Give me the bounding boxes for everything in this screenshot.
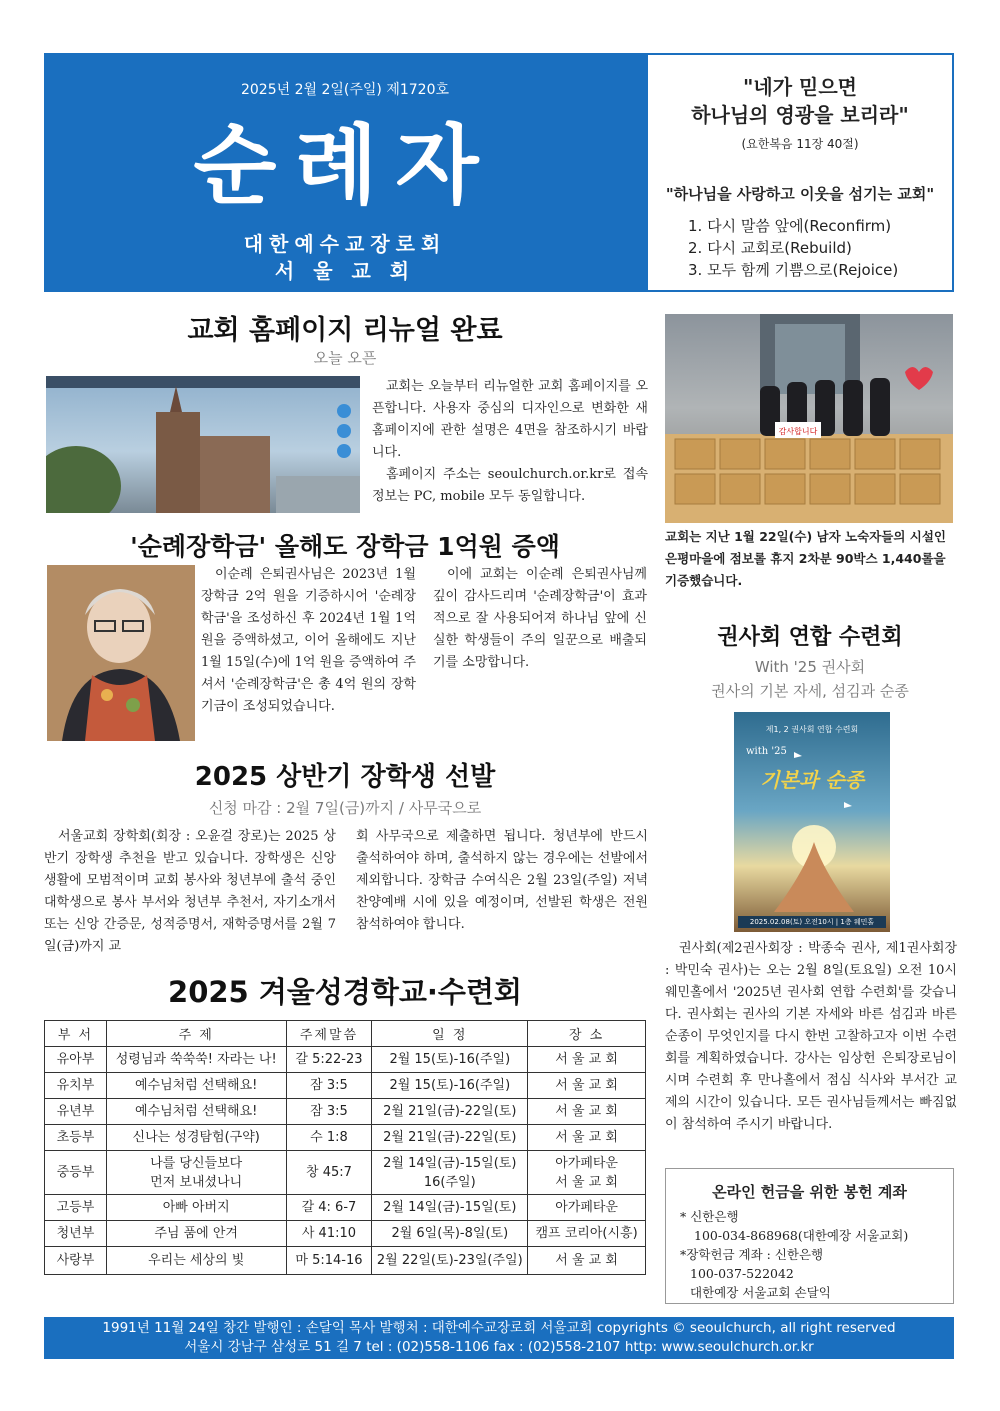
poster-title: 제1, 2 권사회 연합 수련회 bbox=[765, 725, 859, 734]
table-cell: 서 울 교 회 bbox=[528, 1073, 646, 1099]
table-cell: 아가페타운 서 울 교 회 bbox=[528, 1151, 646, 1195]
table-cell: 아빠 아버지 bbox=[106, 1195, 286, 1221]
goal-item: 1. 다시 말씀 앞에(Reconfirm) bbox=[688, 217, 892, 235]
table-row bbox=[45, 1125, 646, 1151]
table-cell: 서 울 교 회 bbox=[528, 1247, 646, 1275]
table-cell: 유아부 bbox=[45, 1047, 107, 1073]
bank-line: *장학헌금 계좌 : 신한은행 bbox=[680, 1247, 824, 1262]
goal-item: 2. 다시 교회로(Rebuild) bbox=[688, 239, 852, 257]
table-cell: 2월 14일(금)-15일(토) 16(주일) bbox=[372, 1151, 528, 1195]
col-header: 장 소 bbox=[528, 1021, 646, 1047]
table-cell: 청년부 bbox=[45, 1221, 107, 1247]
table-cell: 서 울 교 회 bbox=[528, 1047, 646, 1073]
table-cell: 아가페타운 bbox=[528, 1195, 646, 1221]
table-cell: 2월 14일(금)-15일(토) bbox=[372, 1195, 528, 1221]
winter-schedule-body bbox=[45, 1047, 646, 1275]
footer-line-1: 1991년 11월 24일 창간 발행인 : 손달익 목사 발행처 : 대한예수교장로회 서울교회 copyrights © seoulchurch, all right reserved bbox=[102, 1320, 896, 1336]
table-cell: 예수님처럼 선택해요! bbox=[106, 1073, 286, 1099]
bank-line: 대한예장 서울교회 손달익 bbox=[690, 1285, 831, 1300]
table-cell: 유년부 bbox=[45, 1099, 107, 1125]
retreat-subtitle-2: 권사의 기본 자세, 섬김과 순종 bbox=[711, 682, 909, 700]
selection-subtitle: 신청 마감 : 2월 7일(금)까지 / 사무국으로 bbox=[208, 799, 482, 817]
org-line-2: 서 울 교 회 bbox=[274, 259, 416, 283]
mission-statement: "하나님을 사랑하고 이웃을 섬기는 교회" bbox=[665, 185, 935, 203]
table-cell: 우리는 세상의 빛 bbox=[106, 1247, 286, 1275]
goal-item: 3. 모두 함께 기쁨으로(Rejoice) bbox=[688, 261, 899, 279]
table-header-row bbox=[45, 1021, 646, 1047]
col-header: 주 제 bbox=[106, 1021, 286, 1047]
homepage-screenshot bbox=[46, 376, 360, 513]
table-row bbox=[45, 1221, 646, 1247]
selection-col-2: 회 사무국으로 제출하면 됩니다. 청년부에 반드시 출석하여야 하며, 출석하지 않는 경우에는 선발에서 제외합니다. 장학금 수여식은 2월 23일(주일) 저녁 찬양예배 시에 있을 예정이며, 선발된 학생은 전원 참석하여야 합니다. bbox=[356, 829, 648, 932]
poster-main: 기본과 순종 bbox=[760, 768, 864, 792]
table-cell: 서 울 교 회 bbox=[528, 1125, 646, 1151]
homepage-para-1: 교회는 오늘부터 리뉴얼한 교회 홈페이지를 오픈합니다. 사용자 중심의 디자인으로 변화한 새 홈페이지에 관한 설명은 4면을 참조하시기 바랍니다. bbox=[372, 379, 648, 460]
table-cell: 갈 4: 6-7 bbox=[286, 1195, 372, 1221]
bank-account-box bbox=[665, 1168, 954, 1304]
table-row bbox=[45, 1195, 646, 1221]
goal-list bbox=[688, 215, 898, 281]
theme-verse bbox=[648, 73, 952, 129]
table-cell: 잠 3:5 bbox=[286, 1073, 372, 1099]
table-cell: 중등부 bbox=[45, 1151, 107, 1195]
table-row bbox=[45, 1047, 646, 1073]
table-cell: 잠 3:5 bbox=[286, 1099, 372, 1125]
col-header: 부 서 bbox=[45, 1021, 107, 1047]
poster-date: 2025.02.08(토) 오전10시 | 1층 웨민홀 bbox=[738, 916, 886, 928]
table-cell: 서 울 교 회 bbox=[528, 1099, 646, 1125]
homepage-para-2: 홈페이지 주소는 seoulchurch.or.kr로 접속 정보는 PC, mobile 모두 동일합니다. bbox=[372, 467, 648, 504]
photo-sign: 감사합니다 bbox=[778, 427, 818, 436]
bank-title: 온라인 헌금을 위한 봉헌 계좌 bbox=[712, 1183, 907, 1201]
selection-title: 2025 상반기 장학생 선발 bbox=[194, 762, 496, 792]
scholarship-fund-title: '순례장학금' 올해도 장학금 1억원 증액 bbox=[130, 532, 560, 561]
winter-title: 2025 겨울성경학교·수련회 bbox=[168, 975, 522, 1009]
verse-line-2: 하나님의 영광을 보리라" bbox=[691, 103, 909, 127]
table-cell: 나를 당신들보다 먼저 보내셨나니 bbox=[106, 1151, 286, 1195]
table-cell: 2월 21일(금)-22일(토) bbox=[372, 1099, 528, 1125]
church-tower-image bbox=[46, 376, 360, 513]
table-cell: 성령님과 쑥쑥쑥! 자라는 나! bbox=[106, 1047, 286, 1073]
newsletter-logo: 순례자 bbox=[193, 116, 497, 216]
table-row bbox=[45, 1247, 646, 1275]
col-header: 주제말씀 bbox=[286, 1021, 372, 1047]
table-row bbox=[45, 1099, 646, 1125]
verse-reference: (요한복음 11장 40절) bbox=[741, 137, 859, 151]
donation-caption: 교회는 지난 1월 22일(수) 남자 노숙자들의 시설인 은평마을에 점보롤 휴지 2차분 90박스 1,440롤을 기증했습니다. bbox=[665, 529, 946, 588]
table-cell: 사 41:10 bbox=[286, 1221, 372, 1247]
retreat-subtitle-1: With '25 권사회 bbox=[754, 658, 866, 676]
table-cell: 2월 22일(토)-23일(주일) bbox=[372, 1247, 528, 1275]
homepage-body bbox=[372, 376, 648, 508]
scholarship-fund-col-2: 이에 교회는 이순례 은퇴권사님께 깊이 감사드리며 '순례장학금'이 효과적으로 잘 사용되어져 하나님 앞에 신실한 학생들이 주의 일꾼으로 배출되기를 소망합니다. bbox=[433, 567, 647, 670]
org-name bbox=[44, 231, 646, 285]
homepage-subtitle: 오늘 오픈 bbox=[313, 349, 377, 367]
donor-portrait bbox=[47, 565, 195, 741]
table-cell: 갈 5:22-23 bbox=[286, 1047, 372, 1073]
poster-with: with '25 bbox=[746, 746, 787, 757]
footer bbox=[44, 1317, 954, 1359]
retreat-poster bbox=[734, 712, 890, 932]
bank-line: 100-037-522042 bbox=[690, 1266, 794, 1281]
table-cell: 2월 21일(금)-22일(토) bbox=[372, 1125, 528, 1151]
retreat-title: 권사회 연합 수련회 bbox=[717, 625, 903, 650]
retreat-body: 권사회(제2권사회장 : 박종숙 권사, 제1권사회장 : 박민숙 권사)는 오는 2월 8일(토요일) 오전 10시 웨민홀에서 '2025년 권사회 연합 수련회'를 갖습니다. 권사회는 권사의 기본 자세와 바른 섬김과 바른 순종이 무엇인지를 다시 한번 고찰하고자 이번 수련회를 계획하였습니다. 강사는 임상헌 은퇴장로님이시며 수련회 후 만나홀에서 점심 식사와 부서간 교제의 시간이 있습니다. 모든 권사님들께서는 빠짐없이 참석하여 주시기 바랍니다. bbox=[665, 941, 957, 1132]
table-cell: 창 45:7 bbox=[286, 1151, 372, 1195]
table-cell: 예수님처럼 선택해요! bbox=[106, 1099, 286, 1125]
table-cell: 초등부 bbox=[45, 1125, 107, 1151]
table-cell: 2월 6일(목)-8일(토) bbox=[372, 1221, 528, 1247]
selection-col-1: 서울교회 장학회(회장 : 오윤걸 장로)는 2025 상반기 장학생 추천을 받고 있습니다. 장학생은 신앙생활에 모범적이며 교회 봉사와 청년부에 출석 중인 대학생으로 봉사 부서와 청년부 추천서, 자기소개서 또는 신앙 간증문, 성적증명서, 재학증명서를 2월 7일(금)까지 교 bbox=[44, 829, 336, 954]
issue-line: 2025년 2월 2일(주일) 제1720호 bbox=[240, 82, 449, 98]
table-row bbox=[45, 1073, 646, 1099]
org-line-1: 대한예수교장로회 bbox=[243, 232, 447, 256]
masthead bbox=[44, 53, 646, 292]
bank-details bbox=[680, 1207, 908, 1302]
bank-line: 100-034-868968(대한예장 서울교회) bbox=[694, 1228, 909, 1243]
poster-art bbox=[734, 712, 890, 932]
table-cell: 주님 품에 안겨 bbox=[106, 1221, 286, 1247]
donation-photo-art bbox=[665, 314, 953, 523]
table-cell: 2월 15(토)-16(주일) bbox=[372, 1047, 528, 1073]
table-cell: 캠프 코리아(시흥) bbox=[528, 1221, 646, 1247]
donation-photo bbox=[665, 314, 953, 523]
table-cell: 고등부 bbox=[45, 1195, 107, 1221]
bank-line: * 신한은행 bbox=[680, 1209, 739, 1224]
scholarship-fund-col-1: 이순례 은퇴권사님은 2023년 1월 장학금 2억 원을 기증하시어 '순례장학금'을 조성하신 후 2024년 1월 1억 원을 증액하셨고, 이어 올해에도 지난 1월 15일(수)에 1억 원을 증액하여 주셔서 '순례장학금'은 총 4억 원의 장학 기금이 조성되었습니다. bbox=[201, 567, 416, 714]
verse-line-1: "네가 믿으면 bbox=[743, 75, 857, 99]
motto-box bbox=[646, 53, 954, 292]
donor-portrait-art bbox=[47, 565, 195, 741]
table-cell: 유치부 bbox=[45, 1073, 107, 1099]
winter-schedule-table bbox=[44, 1020, 646, 1275]
footer-line-2: 서울시 강남구 삼성로 51 길 7 tel : (02)558-1106 fax : (02)558-2107 http: www.seoulchurch.or.kr bbox=[184, 1339, 814, 1355]
col-header: 일 정 bbox=[372, 1021, 528, 1047]
table-row bbox=[45, 1151, 646, 1195]
table-cell: 수 1:8 bbox=[286, 1125, 372, 1151]
table-cell: 마 5:14-16 bbox=[286, 1247, 372, 1275]
homepage-title: 교회 홈페이지 리뉴얼 완료 bbox=[187, 315, 503, 346]
table-cell: 2월 15(토)-16(주일) bbox=[372, 1073, 528, 1099]
table-cell: 신나는 성경탐험(구약) bbox=[106, 1125, 286, 1151]
table-cell: 사랑부 bbox=[45, 1247, 107, 1275]
